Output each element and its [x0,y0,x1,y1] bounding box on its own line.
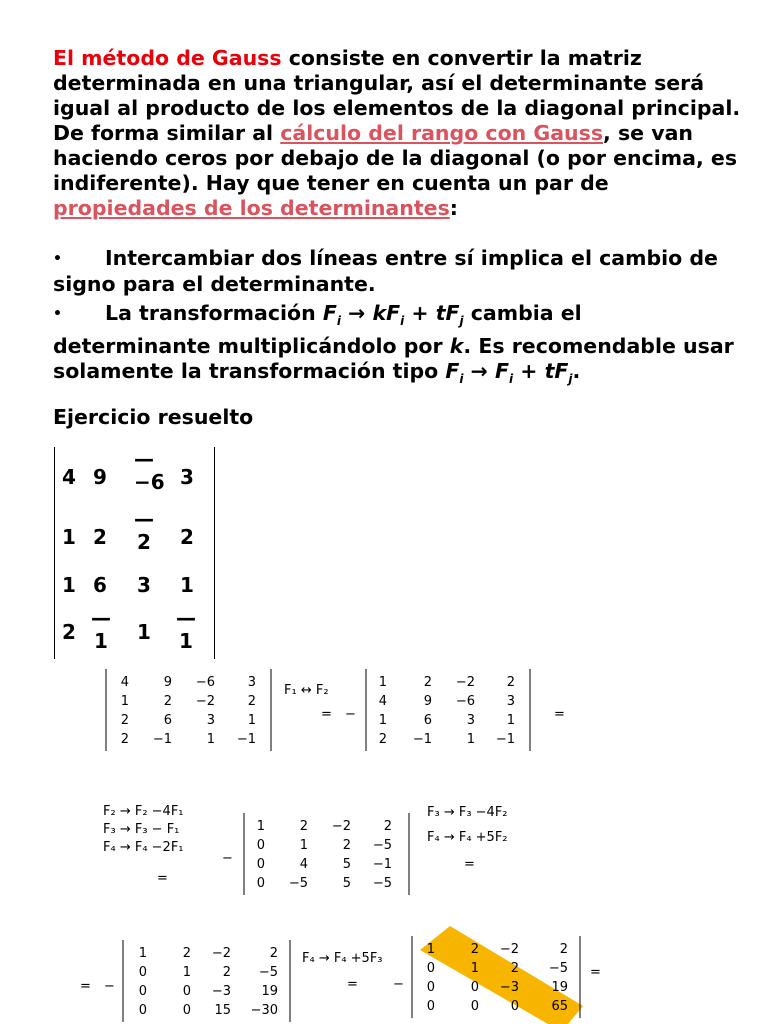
matrix-entry: −2 [455,675,475,690]
equals-sign: = [590,965,601,980]
bullet-2-text-a: La transformación [105,301,323,325]
operation-label: F₁ ↔ F₂ [284,683,329,698]
matrix-entry: −1 [495,732,515,747]
cell: 1 [62,525,76,549]
matrix-entry: −2 [331,819,351,834]
matrix-entry: 5 [342,857,351,872]
bullet-dot-icon: • [53,305,62,322]
minus-sign: − [104,979,115,994]
bullet-2-text-c: . Es recomendable usar solamente la transformación tipo [53,334,734,384]
matrix-entry: 6 [163,713,172,728]
matrix-entry: −30 [250,1003,278,1018]
matrix-entry: 0 [510,999,519,1014]
matrix-entry: −5 [372,838,392,853]
link-rango-gauss[interactable]: cálculo del rango con Gauss [280,121,604,145]
equals-sign: = [464,857,475,872]
intro-text-1: consiste en convertir la matriz determinada en una triangular, así el determinante será igual al producto de los elementos de la diagonal principal. De forma similar al [53,46,741,145]
cell-neg: — 1 [91,606,111,653]
matrix-entry: −2 [195,694,215,709]
cell: 4 [62,465,76,489]
bullet-2-text-b: cambia el determinante multiplicándolo por [53,301,582,359]
matrix-entry: 2 [506,675,515,690]
cell-neg: — 2 [134,507,154,554]
matrix-entry: 0 [256,876,265,891]
cell: 3 [137,573,151,597]
matrix-entry: 1 [378,713,387,728]
matrix-entry: −1 [236,732,256,747]
matrix-entry: 2 [559,942,568,957]
matrix-entry: 1 [247,713,256,728]
matrix-entry: 15 [214,1003,231,1018]
matrix-entry: 1 [378,675,387,690]
matrix-entry: −1 [152,732,172,747]
matrix-entry: 2 [470,942,479,957]
matrix-entry: 3 [247,675,256,690]
matrix-entry: −5 [258,965,278,980]
matrix-entry: −2 [211,946,231,961]
matrix-entry: 2 [383,819,392,834]
matrix-entry: 2 [510,961,519,976]
matrix-entry: 0 [138,965,147,980]
link-propiedades-determinantes[interactable]: propiedades de los determinantes [53,196,450,220]
cell: 6 [93,573,107,597]
matrix-entry: 2 [247,694,256,709]
matrix-entry: 2 [120,732,129,747]
matrix-entry: 2 [423,675,432,690]
matrix-entry: 4 [120,675,129,690]
bullet-2-k: k [449,334,464,359]
cell: 1 [180,573,194,597]
matrix-entry: 1 [426,942,435,957]
matrix-entry: 2 [299,819,308,834]
matrix-entry: 1 [299,838,308,853]
matrix-entry: 4 [378,694,387,709]
matrix-entry: 0 [138,984,147,999]
matrix-entry: 3 [206,713,215,728]
matrix-entry: 9 [163,675,172,690]
operation-label: F₃ → F₃ − F₁ [103,822,180,837]
cell: 2 [62,620,76,644]
intro-red-lead: El método de Gauss [53,46,282,70]
operation-label: F₄ → F₄ +5F₂ [427,830,508,845]
matrix-entry: 1 [120,694,129,709]
operation-label: F₃ → F₃ −4F₂ [427,805,508,820]
minus-sign: − [222,851,233,866]
matrix-entry: 1 [470,961,479,976]
matrix-entry: 0 [182,984,191,999]
matrix-entry: 19 [551,980,568,995]
matrix-entry: 65 [551,999,568,1014]
equals-sign: = [321,707,332,722]
matrix-entry: 19 [261,984,278,999]
matrix-entry: 2 [182,946,191,961]
matrix-entry: 2 [378,732,387,747]
matrix-entry: 2 [120,713,129,728]
matrix-entry: 0 [470,980,479,995]
matrix-entry: −3 [211,984,231,999]
equals-sign: = [157,871,168,886]
matrix-entry: 1 [206,732,215,747]
matrix-entry: −6 [195,675,215,690]
matrix-entry: −3 [499,980,519,995]
matrix-entry: −2 [499,942,519,957]
cell-neg: — −6 [134,447,165,494]
bullet-2-text-d: . [572,359,581,384]
cell: 3 [180,465,194,489]
matrix-entry: 0 [426,980,435,995]
operation-label: F₄ → F₄ −2F₁ [103,840,184,855]
matrix-entry: 2 [222,965,231,980]
operation-label: F₄ → F₄ +5F₃ [302,951,383,966]
equals-sign: = [347,977,358,992]
matrix-entry: 3 [506,694,515,709]
bullet-1-text: Intercambiar dos líneas entre sí implica el cambio de signo para el determinante. [53,246,718,296]
matrix-entry: 0 [426,961,435,976]
matrix-entry: −1 [372,857,392,872]
matrix-entry: 2 [342,838,351,853]
matrix-entry: 1 [256,819,265,834]
matrix-entry: −1 [412,732,432,747]
matrix-entry: 0 [256,857,265,872]
minus-sign: − [345,707,356,722]
matrix-entry: −6 [455,694,475,709]
cell: 1 [137,620,151,644]
matrix-entry: 2 [163,694,172,709]
matrix-entry: 1 [506,713,515,728]
equals-sign: = [80,979,91,994]
matrix-entry: 1 [466,732,475,747]
matrix-entry: −5 [372,876,392,891]
matrix-entry: 3 [466,713,475,728]
cell-neg: — 1 [176,606,196,653]
matrix-entry: 0 [426,999,435,1014]
matrix-entry: 0 [182,1003,191,1018]
bullet-dot-icon: • [53,250,62,267]
matrix-entry: −5 [548,961,568,976]
equals-sign: = [554,707,565,722]
matrix-entry: 1 [182,965,191,980]
bullet-2: • La transformación $F_i \to kF_i + tF_j$ cambia el determinante multiplicándolo por k. Es recomendable usar solamente la transformación tipo $F_i \to F_i + tF_j$. [53,301,734,387]
intro-text-3: : [449,196,458,220]
matrix-entry: 2 [269,946,278,961]
cell: 1 [62,573,76,597]
matrix-entry: 0 [256,838,265,853]
matrix-entry: 4 [299,857,308,872]
operation-label: F₂ → F₂ −4F₁ [103,804,184,819]
matrix-entry: 9 [423,694,432,709]
matrix-entry: 6 [423,713,432,728]
minus-sign: − [393,977,404,992]
matrix-entry: −5 [288,876,308,891]
matrix-entry: 0 [138,1003,147,1018]
cell: −6 [134,470,165,494]
matrix-entry: 1 [138,946,147,961]
intro-text-2: , se van haciendo ceros por debajo de la diagonal (o por encima, es indiferente). Hay que tener en cuenta un par de [53,121,738,195]
cell: 9 [93,465,107,489]
exercise-heading: Ejercicio resuelto [53,405,254,429]
matrix-entry: 5 [342,876,351,891]
matrix-entry: 0 [470,999,479,1014]
cell: 2 [180,525,194,549]
cell: 2 [93,525,107,549]
